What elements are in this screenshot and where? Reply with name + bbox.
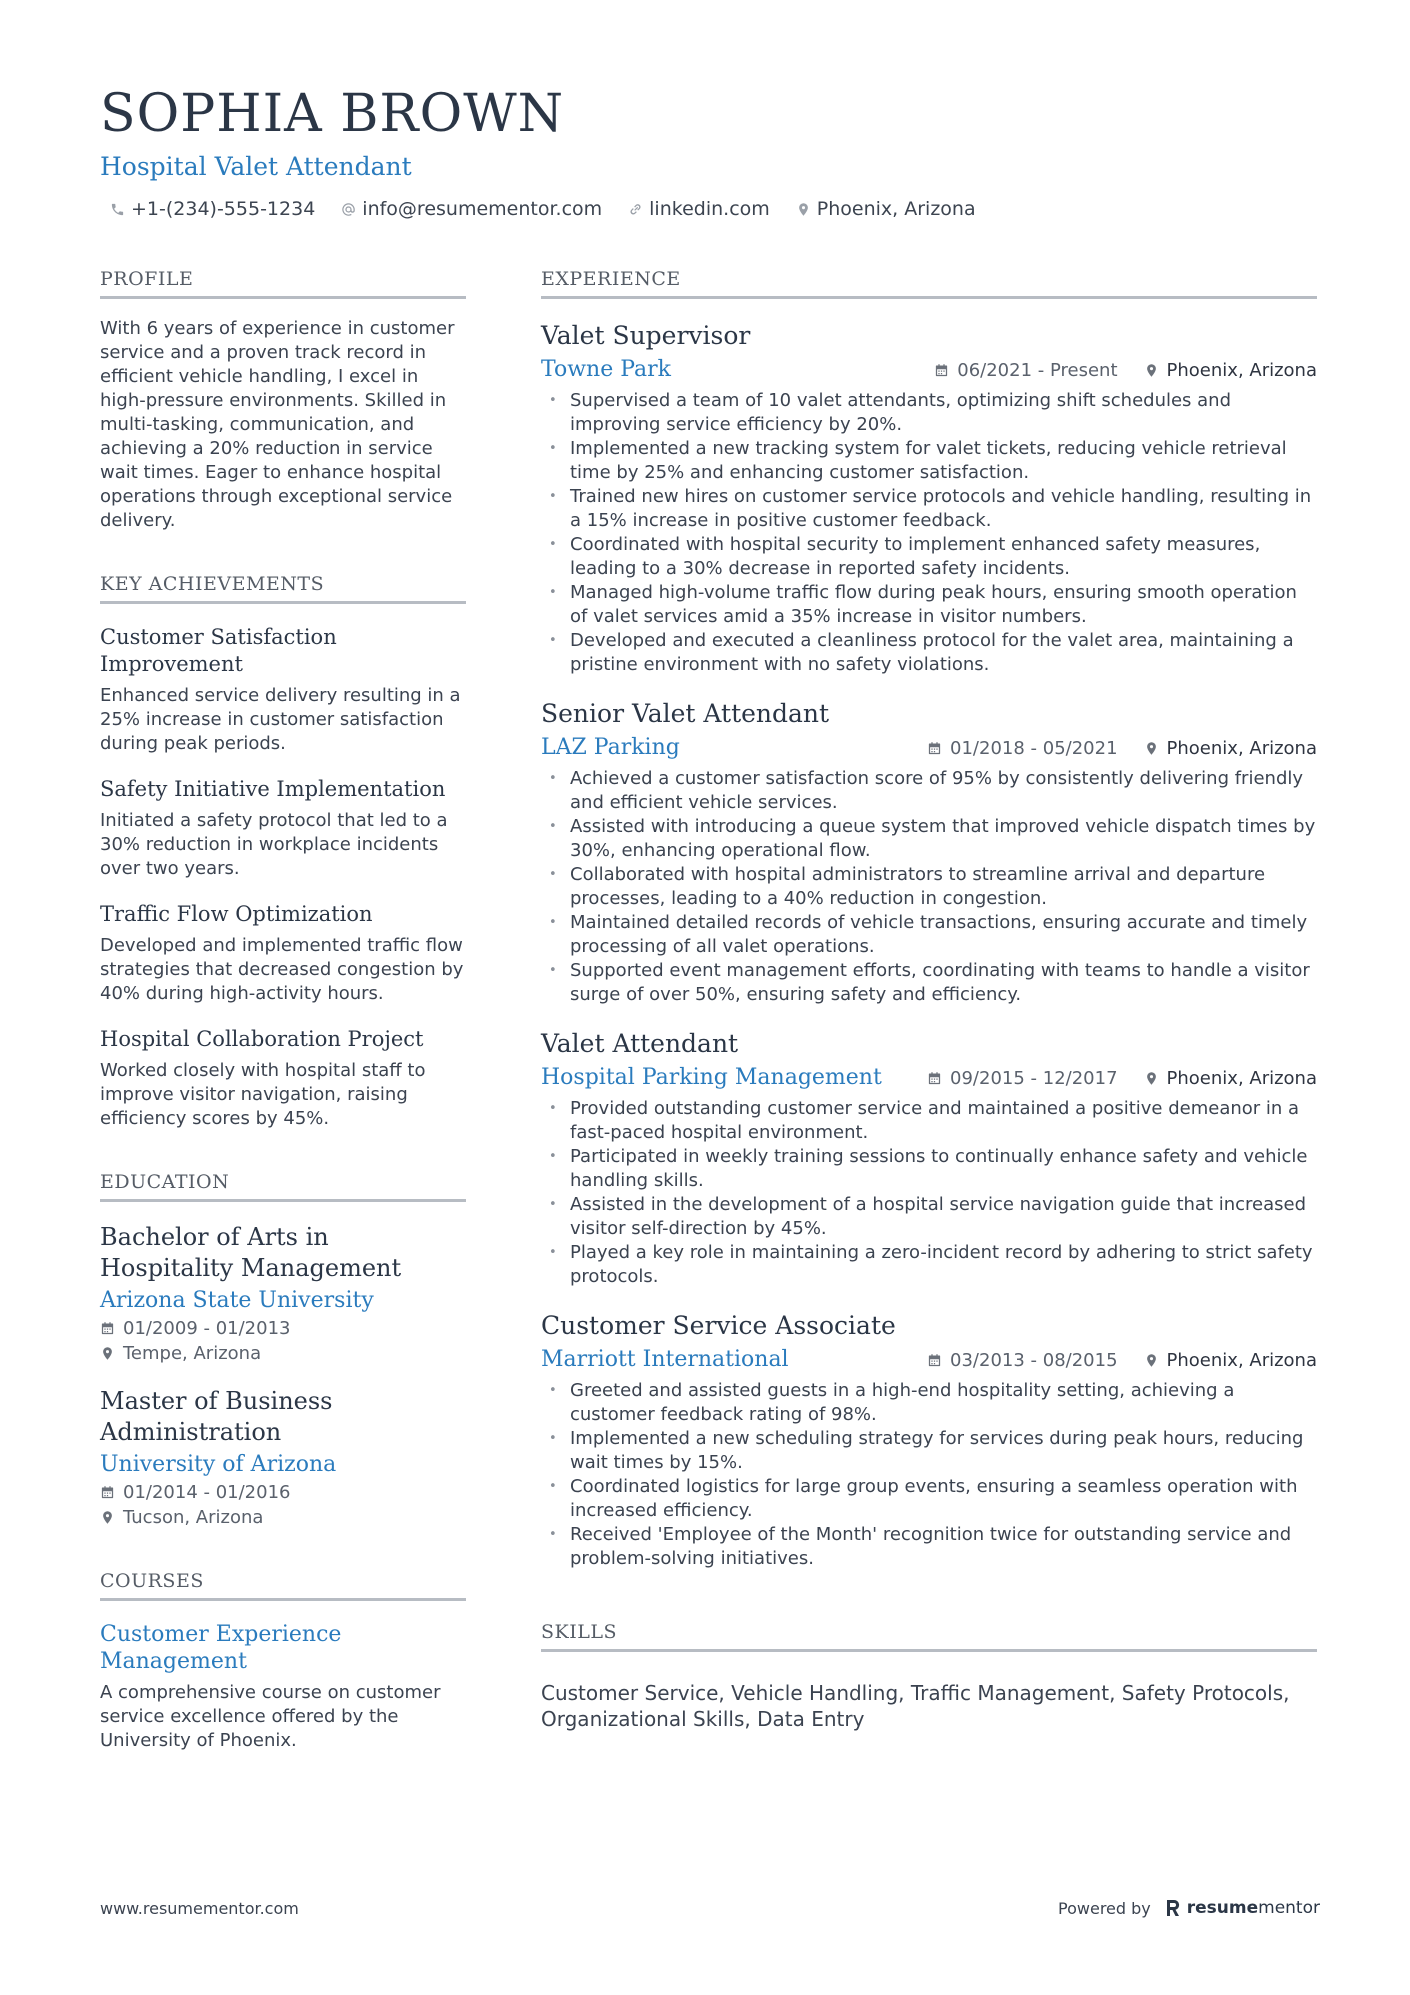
job-row xyxy=(541,1063,1317,1093)
education-dates xyxy=(100,1480,466,1505)
phone-icon xyxy=(110,202,125,217)
experience-bullet: • Implemented a new tracking system for valet tickets, reducing vehicle retrieval time by 25% and enhancing customer satisfaction. xyxy=(541,437,1317,485)
experience-item xyxy=(541,1027,1317,1289)
achievement-text: Developed and implemented traffic flow strategies that decreased congestion by 40% during high-activity hours. xyxy=(100,935,464,1004)
job-company: Hospital Parking Management xyxy=(541,1065,882,1090)
location-text: Phoenix, Arizona xyxy=(816,198,976,220)
experience-bullet: • Trained new hires on customer service protocols and vehicle handling, resulting in a 15% increase in positive customer feedback. xyxy=(541,485,1317,533)
bullet-list xyxy=(541,1097,1317,1289)
location-text: Phoenix, Arizona xyxy=(1166,359,1317,381)
experience-bullet: • Received 'Employee of the Month' recognition twice for outstanding service and problem-solving initiatives. xyxy=(541,1523,1317,1571)
dates-text: 09/2015 - 12/2017 xyxy=(950,1067,1118,1089)
candidate-title: Hospital Valet Attendant xyxy=(100,152,412,181)
job-title: Valet Attendant xyxy=(541,1029,739,1058)
job-meta xyxy=(927,738,1317,759)
experience-bullet: • Collaborated with hospital administrators to streamline arrival and departure processes, leading to a 40% reduction in congestion. xyxy=(541,863,1317,911)
experience-bullet: • Assisted in the development of a hospital service navigation guide that increased visitor self-direction by 45%. xyxy=(541,1193,1317,1241)
achievements-section xyxy=(100,573,466,1131)
map-pin-icon xyxy=(100,1510,115,1525)
achievement-item xyxy=(100,901,466,1006)
contact-phone[interactable] xyxy=(110,198,315,220)
job-row xyxy=(541,355,1317,385)
job-dates xyxy=(934,360,1117,381)
job-meta xyxy=(934,360,1317,381)
calendar-icon xyxy=(927,1071,942,1086)
job-location xyxy=(1144,1350,1317,1371)
experience-item xyxy=(541,319,1317,677)
map-pin-icon xyxy=(796,202,811,217)
dates-text: 01/2009 - 01/2013 xyxy=(123,1318,291,1339)
experience-bullet: • Developed and executed a cleanliness protocol for the valet area, maintaining a pristine environment with no safety violations. xyxy=(541,629,1317,677)
contact-linkedin[interactable] xyxy=(628,198,770,220)
location-text: Phoenix, Arizona xyxy=(1166,1349,1317,1371)
experience-bullet: • Coordinated logistics for large group events, ensuring a seamless operation with increased efficiency. xyxy=(541,1475,1317,1523)
right-column xyxy=(541,268,1317,1732)
achievement-text: Enhanced service delivery resulting in a 25% increase in customer satisfaction during peak periods. xyxy=(100,685,461,754)
job-meta xyxy=(927,1350,1317,1371)
resume-header xyxy=(100,80,1320,220)
map-pin-icon xyxy=(1144,363,1159,378)
dates-text: 03/2013 - 08/2015 xyxy=(950,1349,1118,1371)
job-company: Marriott International xyxy=(541,1347,789,1372)
link-icon xyxy=(628,202,643,217)
experience-bullet: • Greeted and assisted guests in a high-end hospitality setting, achieving a customer feedback rating of 98%. xyxy=(541,1379,1317,1427)
brand-logo[interactable] xyxy=(1165,1898,1320,1918)
education-degree: Bachelor of Arts in Hospitality Management xyxy=(100,1223,402,1282)
job-row xyxy=(541,1345,1317,1375)
courses-section xyxy=(100,1570,466,1753)
skills-text: Customer Service, Vehicle Handling, Traffic Management, Safety Protocols, Organizational Skills, Data Entry xyxy=(541,1681,1290,1731)
phone-text: +1-(234)-555-1234 xyxy=(131,198,316,220)
achievement-title: Customer Satisfaction Improvement xyxy=(100,625,337,676)
achievement-title: Safety Initiative Implementation xyxy=(100,777,446,801)
calendar-icon xyxy=(934,363,949,378)
location-text: Tucson, Arizona xyxy=(123,1507,264,1528)
job-dates xyxy=(927,1068,1118,1089)
skills-section xyxy=(541,1621,1317,1732)
resumementor-logo-icon xyxy=(1165,1899,1181,1917)
contact-bar xyxy=(100,198,1320,220)
experience-bullet: • Participated in weekly training sessions to continually enhance safety and vehicle handling skills. xyxy=(541,1145,1317,1193)
experience-list xyxy=(541,319,1317,1571)
bullet-list xyxy=(541,767,1317,1007)
linkedin-text: linkedin.com xyxy=(649,198,770,220)
achievement-title: Traffic Flow Optimization xyxy=(100,902,373,926)
achievement-item xyxy=(100,624,466,756)
footer-url[interactable]: www.resumementor.com xyxy=(100,1898,299,1918)
job-company: Towne Park xyxy=(541,357,672,382)
email-text: info@resumementor.com xyxy=(362,198,603,220)
experience-bullet: • Supported event management efforts, coordinating with teams to handle a visitor surge of over 50%, ensuring safety and efficiency. xyxy=(541,959,1317,1007)
profile-section xyxy=(100,268,466,533)
location-text: Tempe, Arizona xyxy=(123,1343,262,1364)
experience-bullet: • Supervised a team of 10 valet attendants, optimizing shift schedules and improving service efficiency by 20%. xyxy=(541,389,1317,437)
calendar-icon xyxy=(927,1353,942,1368)
experience-item xyxy=(541,697,1317,1007)
bullet-list xyxy=(541,1379,1317,1571)
candidate-name: SOPHIA BROWN xyxy=(100,84,565,144)
education-dates xyxy=(100,1316,466,1341)
dates-text: 06/2021 - Present xyxy=(957,359,1118,381)
experience-bullet: • Provided outstanding customer service and maintained a positive demeanor in a fast-paced hospital environment. xyxy=(541,1097,1317,1145)
education-location xyxy=(100,1341,466,1366)
job-dates xyxy=(927,1350,1118,1371)
page-footer xyxy=(100,1898,1320,1918)
achievement-title: Hospital Collaboration Project xyxy=(100,1027,424,1051)
dates-text: 01/2018 - 05/2021 xyxy=(950,737,1118,759)
achievement-item xyxy=(100,776,466,881)
section-title: PROFILE xyxy=(100,268,466,299)
education-section xyxy=(100,1171,466,1530)
experience-bullet: • Played a key role in maintaining a zero-incident record by adhering to strict safety protocols. xyxy=(541,1241,1317,1289)
calendar-icon xyxy=(100,1485,115,1500)
course-title: Customer Experience Management xyxy=(100,1622,342,1674)
education-school: Arizona State University xyxy=(100,1288,374,1313)
footer-brand xyxy=(1058,1898,1320,1918)
map-pin-icon xyxy=(1144,1353,1159,1368)
at-icon xyxy=(341,202,356,217)
experience-item xyxy=(541,1309,1317,1571)
brand-name-b: mentor xyxy=(1258,1898,1320,1918)
section-title: EDUCATION xyxy=(100,1171,466,1202)
experience-bullet: • Managed high-volume traffic flow during peak hours, ensuring smooth operation of valet services amid a 35% increase in visitor numbers. xyxy=(541,581,1317,629)
job-company: LAZ Parking xyxy=(541,735,680,760)
section-title: SKILLS xyxy=(541,1621,1317,1652)
education-item xyxy=(100,1222,466,1366)
job-title: Valet Supervisor xyxy=(541,321,751,350)
powered-by-text: Powered by xyxy=(1058,1898,1151,1918)
brand-name-a: resume xyxy=(1186,1898,1259,1918)
map-pin-icon xyxy=(100,1346,115,1361)
calendar-icon xyxy=(100,1321,115,1336)
map-pin-icon xyxy=(1144,1071,1159,1086)
experience-bullet: • Maintained detailed records of vehicle transactions, ensuring accurate and timely processing of all valet operations. xyxy=(541,911,1317,959)
job-location xyxy=(1144,1068,1317,1089)
job-title: Customer Service Associate xyxy=(541,1311,896,1340)
section-title: EXPERIENCE xyxy=(541,268,1317,299)
section-title: COURSES xyxy=(100,1570,466,1601)
job-meta xyxy=(927,1068,1317,1089)
achievement-text: Worked closely with hospital staff to improve visitor navigation, raising efficiency scores by 45%. xyxy=(100,1060,426,1129)
contact-email[interactable] xyxy=(341,198,602,220)
location-text: Phoenix, Arizona xyxy=(1166,1067,1317,1089)
education-item xyxy=(100,1386,466,1530)
course-text: A comprehensive course on customer service excellence offered by the University of Phoenix. xyxy=(100,1682,441,1751)
profile-text: With 6 years of experience in customer service and a proven track record in efficient vehicle handling, I excel in high-pressure environments. Skilled in multi-tasking, communication, and achieving a 20% reduction in service wait times. Eager to enhance hospital operations through exceptional service delivery. xyxy=(100,318,455,531)
map-pin-icon xyxy=(1144,741,1159,756)
job-location xyxy=(1144,738,1317,759)
contact-location xyxy=(796,198,976,220)
achievement-item xyxy=(100,1026,466,1131)
section-title: KEY ACHIEVEMENTS xyxy=(100,573,466,604)
education-location xyxy=(100,1505,466,1530)
location-text: Phoenix, Arizona xyxy=(1166,737,1317,759)
calendar-icon xyxy=(927,741,942,756)
experience-bullet: • Assisted with introducing a queue system that improved vehicle dispatch times by 30%, enhancing operational flow. xyxy=(541,815,1317,863)
education-degree: Master of Business Administration xyxy=(100,1387,333,1446)
job-row xyxy=(541,733,1317,763)
job-location xyxy=(1144,360,1317,381)
dates-text: 01/2014 - 01/2016 xyxy=(123,1482,291,1503)
experience-bullet: • Coordinated with hospital security to implement enhanced safety measures, leading to a 30% decrease in reported safety incidents. xyxy=(541,533,1317,581)
job-dates xyxy=(927,738,1118,759)
achievement-text: Initiated a safety protocol that led to a 30% reduction in workplace incidents over two years. xyxy=(100,810,448,879)
left-column xyxy=(100,268,466,1793)
experience-bullet: • Implemented a new scheduling strategy for services during peak hours, reducing wait times by 15%. xyxy=(541,1427,1317,1475)
experience-bullet: • Achieved a customer satisfaction score of 95% by consistently delivering friendly and efficient vehicle services. xyxy=(541,767,1317,815)
bullet-list xyxy=(541,389,1317,677)
education-school: University of Arizona xyxy=(100,1452,337,1477)
job-title: Senior Valet Attendant xyxy=(541,699,830,728)
